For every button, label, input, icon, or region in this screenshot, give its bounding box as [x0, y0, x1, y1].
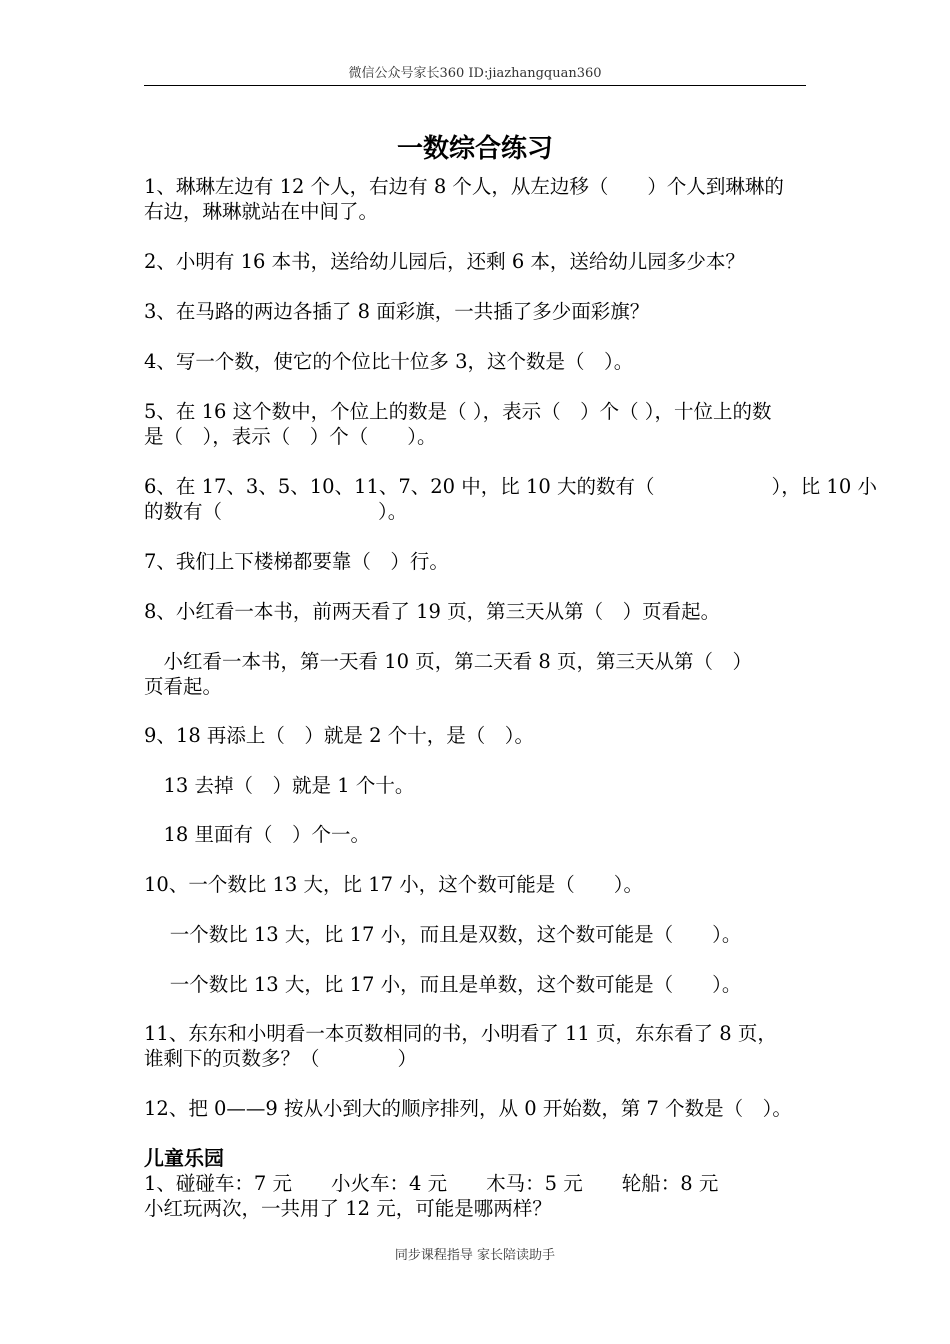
question-1-line-1: 1、琳琳左边有 12 个人，右边有 8 个人，从左边移（ ）个人到琳琳的 [144, 175, 784, 198]
question-4-line-1: 4、写一个数，使它的个位比十位多 3，这个数是（ ）。 [144, 350, 634, 373]
header-divider [144, 85, 806, 86]
question-12-line-1: 12、把 0——9 按从小到大的顺序排列，从 0 开始数，第 7 个数是（ ）。 [144, 1097, 792, 1120]
question-7-line-1: 7、我们上下楼梯都要靠（ ）行。 [144, 550, 449, 573]
header-text: 微信公众号家长360 ID:jiazhangquan360 [348, 66, 602, 81]
question-9-line-1: 9、18 再添上（ ）就是 2 个十，是（ ）。 [144, 724, 534, 747]
question-9-line-2: 13 去掉（ ）就是 1 个十。 [144, 774, 415, 797]
section-line-1: 1、碰碰车：7 元 小火车：4 元 木马：5 元 轮船：8 元 [144, 1172, 719, 1195]
question-9-line-3: 18 里面有（ ）个一。 [144, 823, 371, 846]
page-title: 一数综合练习 [396, 134, 553, 164]
question-8-line-3: 页看起。 [144, 675, 223, 698]
question-11-line-1: 11、东东和小明看一本页数相同的书，小明看了 11 页，东东看了 8 页， [144, 1022, 777, 1045]
question-8-line-1: 8、小红看一本书，前两天看了 19 页，第三天从第（ ）页看起。 [144, 600, 721, 623]
question-11-line-2: 谁剩下的页数多？（ ） [144, 1047, 418, 1070]
question-10-line-3: 一个数比 13 大，比 17 小，而且是单数，这个数可能是（ ）。 [144, 973, 742, 996]
question-8-line-2: 小红看一本书，第一天看 10 页，第二天看 8 页，第三天从第（ ） [144, 650, 753, 673]
question-6-line-1: 6、在 17、3、5、10、11、7、20 中，比 10 大的数有（ ），比 10 小 [144, 475, 877, 498]
question-6-line-2: 的数有（ ）。 [144, 500, 408, 523]
question-5-line-1: 5、在 16 这个数中，个位上的数是（ ），表示（ ）个（ ），十位上的数 [144, 400, 772, 423]
question-1-line-2: 右边，琳琳就站在中间了。 [144, 200, 379, 223]
section-title: 儿童乐园 [144, 1146, 224, 1170]
section-line-2: 小红玩两次，一共用了 12 元，可能是哪两样？ [144, 1197, 552, 1220]
question-5-line-2: 是（ ），表示（ ）个（ ）。 [144, 425, 437, 448]
page-footer: 同步课程指导 家长陪读助手 [394, 1248, 556, 1263]
question-3-line-1: 3、在马路的两边各插了 8 面彩旗，一共插了多少面彩旗？ [144, 300, 650, 323]
question-2-line-1: 2、小明有 16 本书，送给幼儿园后，还剩 6 本，送给幼儿园多少本？ [144, 250, 745, 273]
question-10-line-1: 10、一个数比 13 大，比 17 小，这个数可能是（ ）。 [144, 873, 643, 896]
question-10-line-2: 一个数比 13 大，比 17 小，而且是双数，这个数可能是（ ）。 [144, 923, 742, 946]
